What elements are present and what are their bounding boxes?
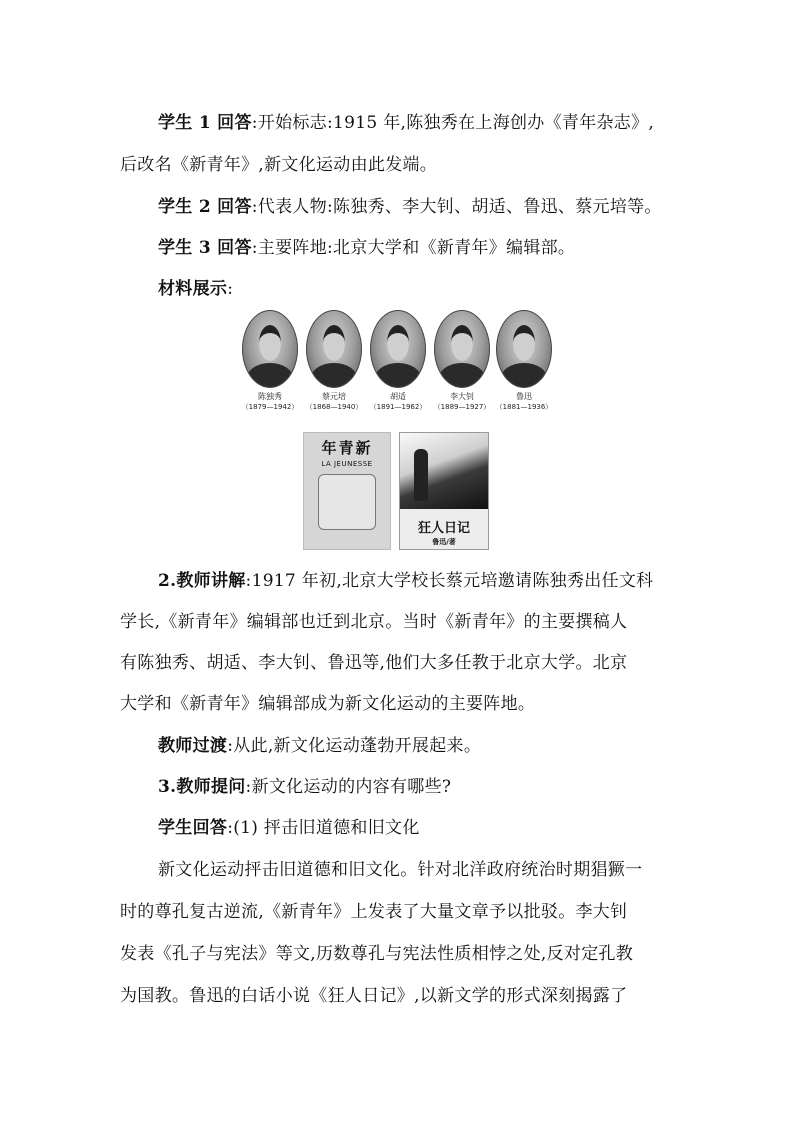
portrait-photo [434, 310, 490, 388]
answer-label: 学生回答 [158, 818, 228, 838]
student1-answer-line1 [158, 108, 654, 133]
section3-question [158, 772, 451, 797]
section2-text1: :1917 年初,北京大学校长蔡元培邀请陈独秀出任文科 [245, 571, 654, 591]
book-title: 狂人日记 [417, 521, 470, 536]
transition-label: 教师过渡 [158, 736, 228, 756]
book-figure [414, 449, 428, 501]
portrait-cai-yuanpei [304, 310, 364, 412]
answer-text: :(1) 抨击旧道德和旧文化 [227, 818, 420, 838]
portrait-name: 陈独秀 [258, 392, 282, 401]
body-line1: 新文化运动抨击旧道德和旧文化。针对北洋政府统治时期猖獗一 [158, 860, 643, 880]
madman-diary-book-cover [399, 432, 489, 550]
student2-text: :代表人物:陈独秀、李大钊、胡适、鲁迅、蔡元培等。 [251, 197, 662, 217]
section2-line4: 大学和《新青年》编辑部成为新文化运动的主要阵地。 [120, 694, 536, 714]
student3-text: :主要阵地:北京大学和《新青年》编辑部。 [251, 238, 576, 258]
portrait-photo [306, 310, 362, 388]
portrait-name: 蔡元培 [322, 392, 346, 401]
section2-line3: 有陈独秀、胡适、李大钊、鲁迅等,他们大多任教于北京大学。北京 [120, 653, 628, 673]
section3-text: :新文化运动的内容有哪些? [245, 777, 452, 797]
section2-line1 [158, 566, 653, 591]
portrait-years: （1889—1927） [433, 403, 491, 411]
portrait-photo [370, 310, 426, 388]
section2-line2: 学长,《新青年》编辑部也迁到北京。当时《新青年》的主要撰稿人 [120, 612, 628, 632]
portrait-photo [496, 310, 552, 388]
student2-answer [158, 192, 662, 217]
student1-text-b: 后改名《新青年》,新文化运动由此发端。 [120, 155, 438, 175]
body-line3: 发表《孔子与宪法》等文,历数尊孔与宪法性质相悖之处,反对定孔教 [120, 944, 634, 964]
student3-answer [158, 233, 575, 258]
portrait-lu-xun [494, 310, 554, 412]
body-line2: 时的尊孔复古逆流,《新青年》上发表了大量文章予以批驳。李大钊 [120, 902, 628, 922]
book-author: 鲁迅/著 [432, 538, 456, 546]
portrait-years: （1891—1962） [369, 403, 427, 411]
portrait-name: 胡适 [390, 392, 406, 401]
magazine-subtitle: LA JEUNESSE [321, 460, 373, 468]
student3-label: 学生 3 回答 [158, 238, 252, 258]
material-heading [158, 274, 233, 299]
portrait-years: （1879—1942） [241, 403, 299, 411]
section2-label: 2.教师讲解 [158, 571, 246, 591]
portrait-hu-shi [368, 310, 428, 412]
portrait-chen-duxiu [240, 310, 300, 412]
material-colon: : [227, 279, 234, 299]
body-line4: 为国教。鲁迅的白话小说《狂人日记》,以新文学的形式深刻揭露了 [120, 986, 628, 1006]
magazine-title: 年青新 [321, 439, 373, 457]
student1-text-a: :开始标志:1915 年,陈独秀在上海创办《青年杂志》, [251, 113, 655, 133]
portrait-name: 李大钊 [450, 392, 474, 401]
portrait-row [240, 310, 556, 420]
portrait-name: 鲁迅 [516, 392, 532, 401]
section3-label: 3.教师提问 [158, 777, 246, 797]
student2-label: 学生 2 回答 [158, 197, 252, 217]
material-label: 材料展示 [158, 279, 228, 299]
transition-text: :从此,新文化运动蓬勃开展起来。 [227, 736, 482, 756]
teacher-transition [158, 731, 481, 756]
portrait-years: （1881—1936） [495, 403, 553, 411]
student-answer [158, 813, 420, 838]
portrait-li-dazhao [432, 310, 492, 412]
portrait-years: （1868—1940） [305, 403, 363, 411]
magazine-contents-frame [318, 474, 376, 530]
portrait-photo [242, 310, 298, 388]
student1-label: 学生 1 回答 [158, 113, 252, 133]
new-youth-magazine-cover [303, 432, 391, 550]
